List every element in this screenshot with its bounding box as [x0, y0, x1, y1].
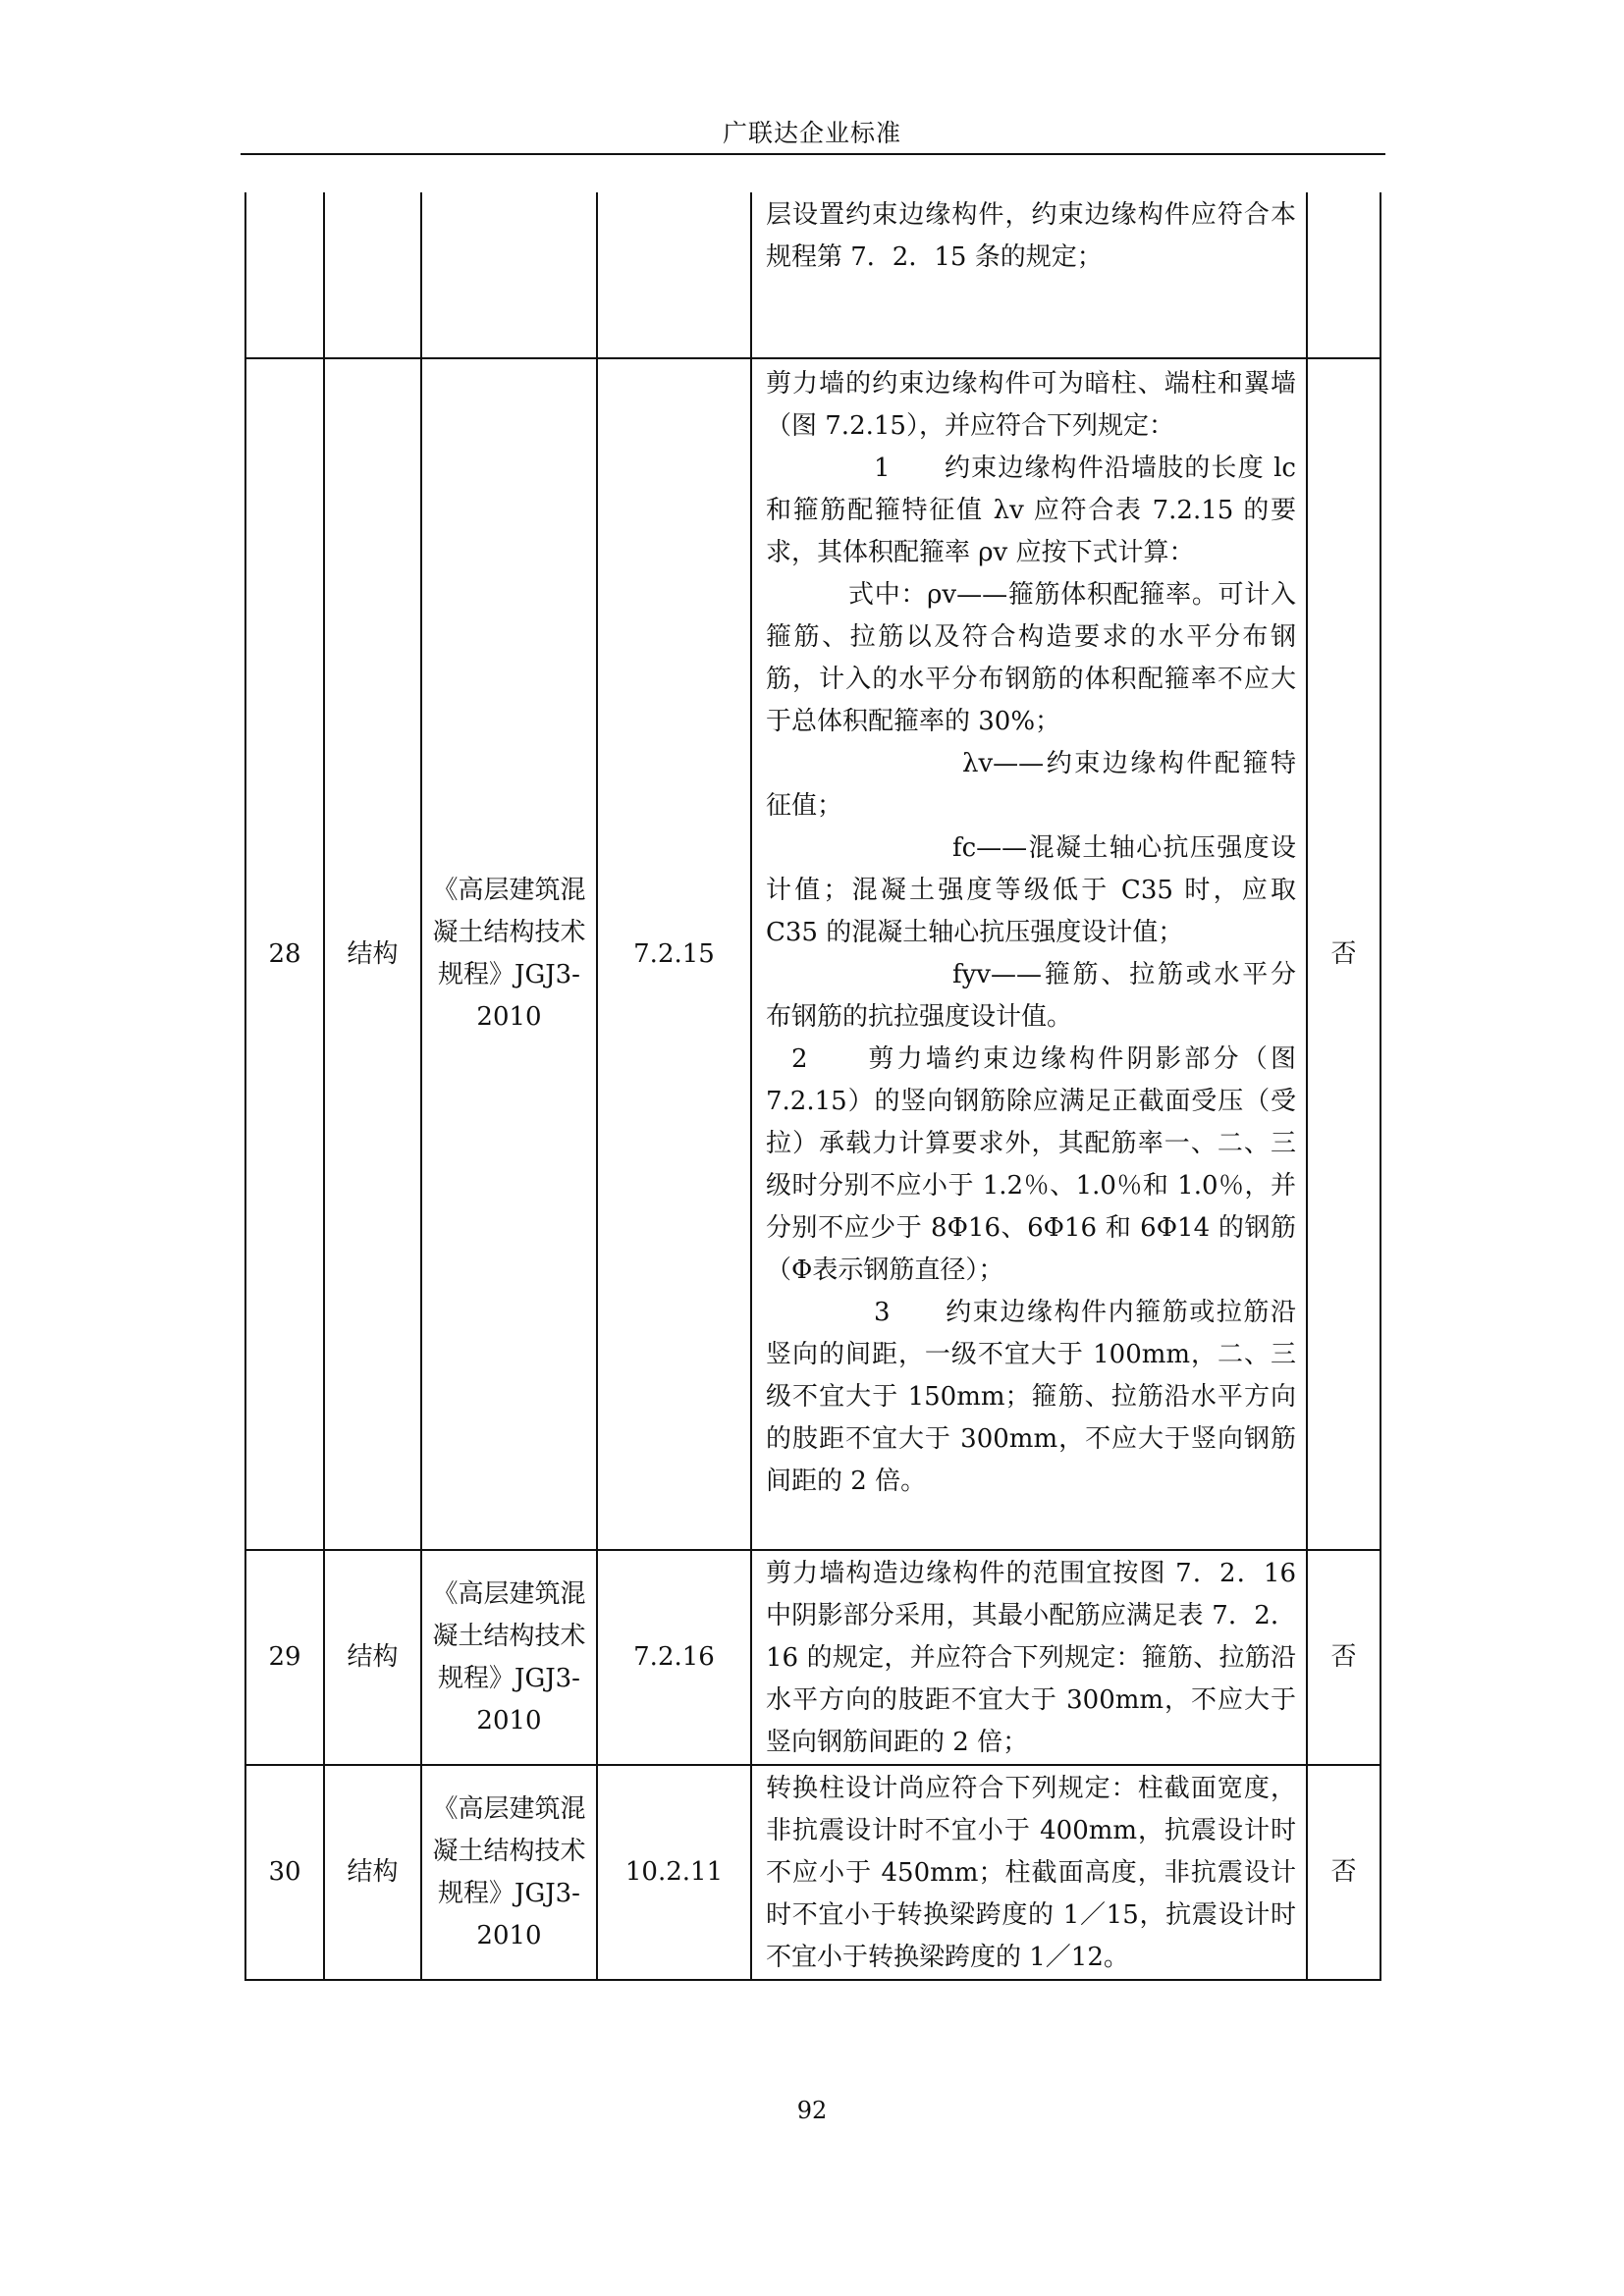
row-category: 结构	[324, 358, 421, 1550]
content-paragraph: 1 约束边缘构件沿墙肢的长度 lc 和箍筋配箍特征值 λv 应符合表 7.2.15 的要求，其体积配箍率 ρv 应按下式计算：	[766, 454, 1296, 567]
content-paragraph: 2 剪力墙约束边缘构件阴影部分（图 7.2.15）的竖向钢筋除应满足正截面受压（受拉）承载力计算要求外，其配筋率一、二、三级时分别不应小于 1.2％、1.0％和 1.0％，并分别不应少于 8Φ16、6Φ16 和 6Φ14 的钢筋（Φ表示钢筋直径）；	[766, 1044, 1296, 1285]
row-standard	[421, 192, 597, 358]
content-paragraph: 剪力墙构造边缘构件的范围宜按图 7．2．16 中阴影部分采用，其最小配筋应满足表 7．2．16 的规定，并应符合下列规定：箍筋、拉筋沿水平方向的肢距不宜大于 300mm，不应大于竖向钢筋间距的 2 倍；	[766, 1559, 1296, 1757]
row-content	[751, 192, 1307, 358]
table-row	[245, 358, 1380, 1550]
row-standard: 《高层建筑混凝土结构技术规程》JGJ3-2010	[421, 358, 597, 1550]
row-mandatory: 否	[1307, 358, 1380, 1550]
row-clause: 7.2.15	[597, 358, 751, 1550]
row-index	[245, 192, 324, 358]
content-paragraph: 层设置约束边缘构件，约束边缘构件应符合本规程第 7．2．15 条的规定；	[766, 200, 1296, 272]
row-mandatory	[1307, 192, 1380, 358]
row-clause: 10.2.11	[597, 1765, 751, 1980]
content-paragraph: fc——混凝土轴心抗压强度设计值；混凝土强度等级低于 C35 时，应取 C35 的混凝土轴心抗压强度设计值；	[766, 833, 1296, 947]
row-content	[751, 1765, 1307, 1980]
row-index: 30	[245, 1765, 324, 1980]
standards-table	[244, 192, 1381, 1981]
row-category: 结构	[324, 1765, 421, 1980]
row-category: 结构	[324, 1550, 421, 1765]
content-paragraph: 3 约束边缘构件内箍筋或拉筋沿竖向的间距，一级不宜大于 100mm，二、三级不宜大于 150mm；箍筋、拉筋沿水平方向的肢距不宜大于 300mm，不应大于竖向钢筋间距的 2 倍。	[766, 1298, 1296, 1496]
table-row	[245, 1550, 1380, 1765]
content-paragraph: λv——约束边缘构件配箍特征值；	[766, 749, 1296, 821]
content-paragraph: fyv——箍筋、拉筋或水平分布钢筋的抗拉强度设计值。	[766, 960, 1296, 1032]
content-paragraph: 剪力墙的约束边缘构件可为暗柱、端柱和翼墙（图 7.2.15），并应符合下列规定：	[766, 369, 1296, 441]
row-index: 29	[245, 1550, 324, 1765]
page-number: 92	[796, 2097, 828, 2124]
row-mandatory: 否	[1307, 1550, 1380, 1765]
table-row	[245, 1765, 1380, 1980]
row-content	[751, 1550, 1307, 1765]
row-standard: 《高层建筑混凝土结构技术规程》JGJ3-2010	[421, 1765, 597, 1980]
row-mandatory: 否	[1307, 1765, 1380, 1980]
table-row	[245, 192, 1380, 358]
content-paragraph: 转换柱设计尚应符合下列规定：柱截面宽度，非抗震设计时不宜小于 400mm，抗震设计时不应小于 450mm；柱截面高度，非抗震设计时不宜小于转换梁跨度的 1／15，抗震设计时不宜小于转换梁跨度的 1／12。	[766, 1774, 1296, 1972]
row-standard: 《高层建筑混凝土结构技术规程》JGJ3-2010	[421, 1550, 597, 1765]
row-content	[751, 358, 1307, 1550]
row-category	[324, 192, 421, 358]
content-paragraph: 式中：ρv——箍筋体积配箍率。可计入箍筋、拉筋以及符合构造要求的水平分布钢筋，计入的水平分布钢筋的体积配箍率不应大于总体积配箍率的 30%；	[766, 580, 1296, 736]
row-index: 28	[245, 358, 324, 1550]
row-clause: 7.2.16	[597, 1550, 751, 1765]
header-divider	[241, 153, 1385, 155]
row-clause	[597, 192, 751, 358]
page-header-title: 广联达企业标准	[722, 119, 901, 147]
